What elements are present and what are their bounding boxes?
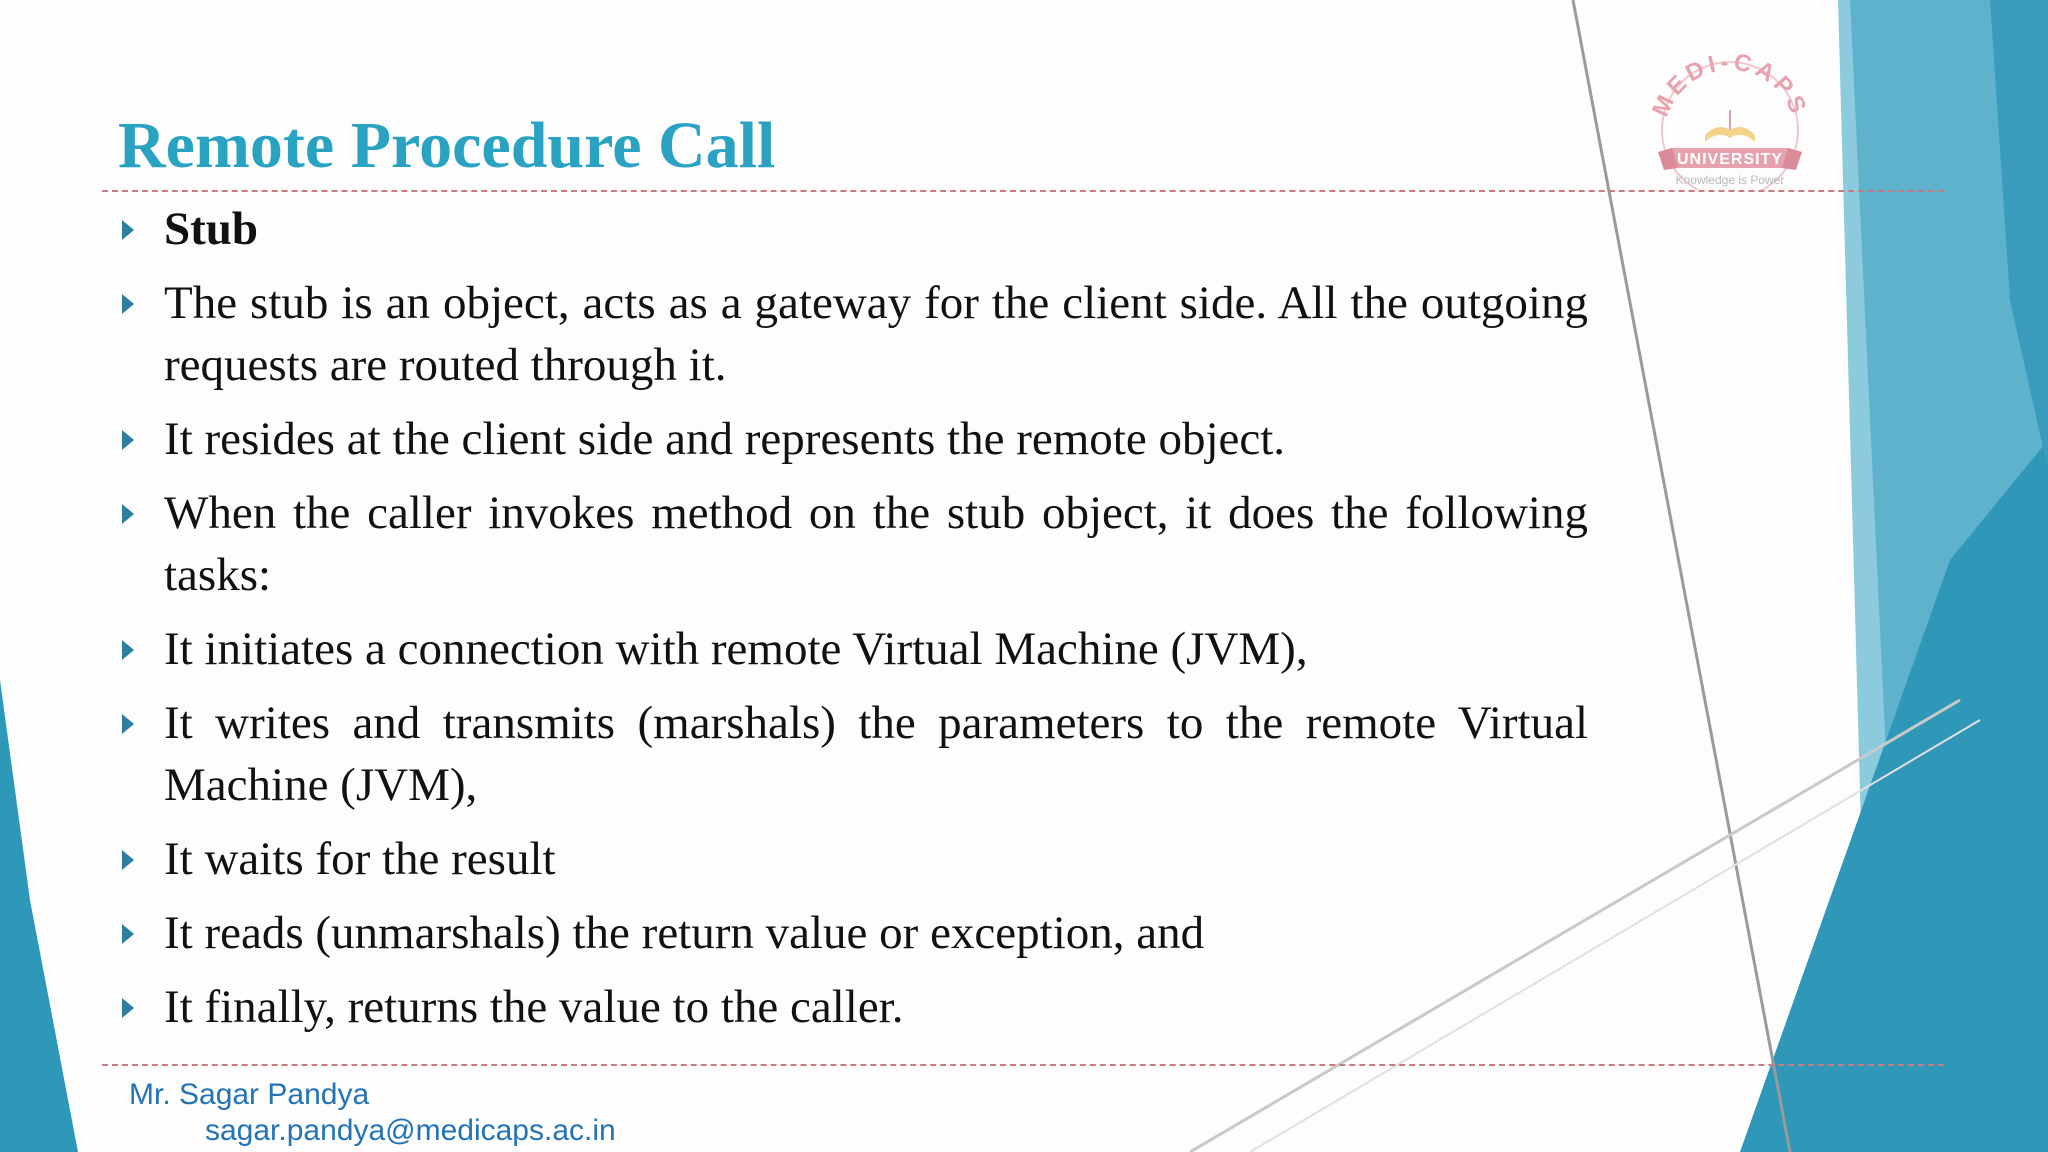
caret-right-icon xyxy=(122,220,134,240)
bullet-text: The stub is an object, acts as a gateway for the client side. All the outgoing requests are routed through it. xyxy=(164,277,1588,391)
bullet-list xyxy=(116,198,1588,1050)
bullet-text: It initiates a connection with remote Virtual Machine (JVM), xyxy=(164,623,1308,675)
footer-author-name: Mr. Sagar Pandya xyxy=(129,1078,370,1111)
bullet-item xyxy=(116,902,1588,964)
logo-tagline: Knowledge is Power xyxy=(1675,173,1785,187)
bullet-item xyxy=(116,408,1588,470)
bullet-text: It reads (unmarshals) the return value or exception, and xyxy=(164,907,1205,959)
left-panel xyxy=(0,680,78,1152)
bullet-text: It finally, returns the value to the caller. xyxy=(164,981,904,1033)
footer-author-email: sagar.pandya@medicaps.ac.in xyxy=(205,1114,616,1147)
caret-right-icon xyxy=(122,924,134,944)
caret-right-icon xyxy=(122,998,134,1018)
bullet-item xyxy=(116,482,1588,606)
bottom-divider xyxy=(102,1064,1944,1066)
bullet-text: It writes and transmits (marshals) the parameters to the remote Virtual Machine (JVM), xyxy=(164,697,1588,811)
caret-right-icon xyxy=(122,640,134,660)
svg-text:MEDI-CAPS xyxy=(1647,49,1813,121)
bullet-text: It resides at the client side and represents the remote object. xyxy=(164,413,1286,465)
caret-right-icon xyxy=(122,850,134,870)
bullet-text: When the caller invokes method on the stub object, it does the following tasks: xyxy=(164,487,1588,601)
bullet-text: It waits for the result xyxy=(164,833,556,885)
bullet-item xyxy=(116,828,1588,890)
caret-right-icon xyxy=(122,294,134,314)
caret-right-icon xyxy=(122,714,134,734)
caret-right-icon xyxy=(122,430,134,450)
university-logo xyxy=(1620,30,1840,190)
bullet-text: Stub xyxy=(164,203,259,255)
bullet-item xyxy=(116,692,1588,816)
logo-arc-text: MEDI-CAPS xyxy=(1647,48,1813,121)
caret-right-icon xyxy=(122,504,134,524)
bullet-item xyxy=(116,976,1588,1038)
top-divider xyxy=(102,190,1944,192)
bullet-item xyxy=(116,618,1588,680)
slide-title: Remote Procedure Call xyxy=(118,109,776,182)
bullet-item xyxy=(116,198,1588,260)
logo-ribbon-text: UNIVERSITY xyxy=(1676,151,1784,168)
bullet-item xyxy=(116,272,1588,396)
